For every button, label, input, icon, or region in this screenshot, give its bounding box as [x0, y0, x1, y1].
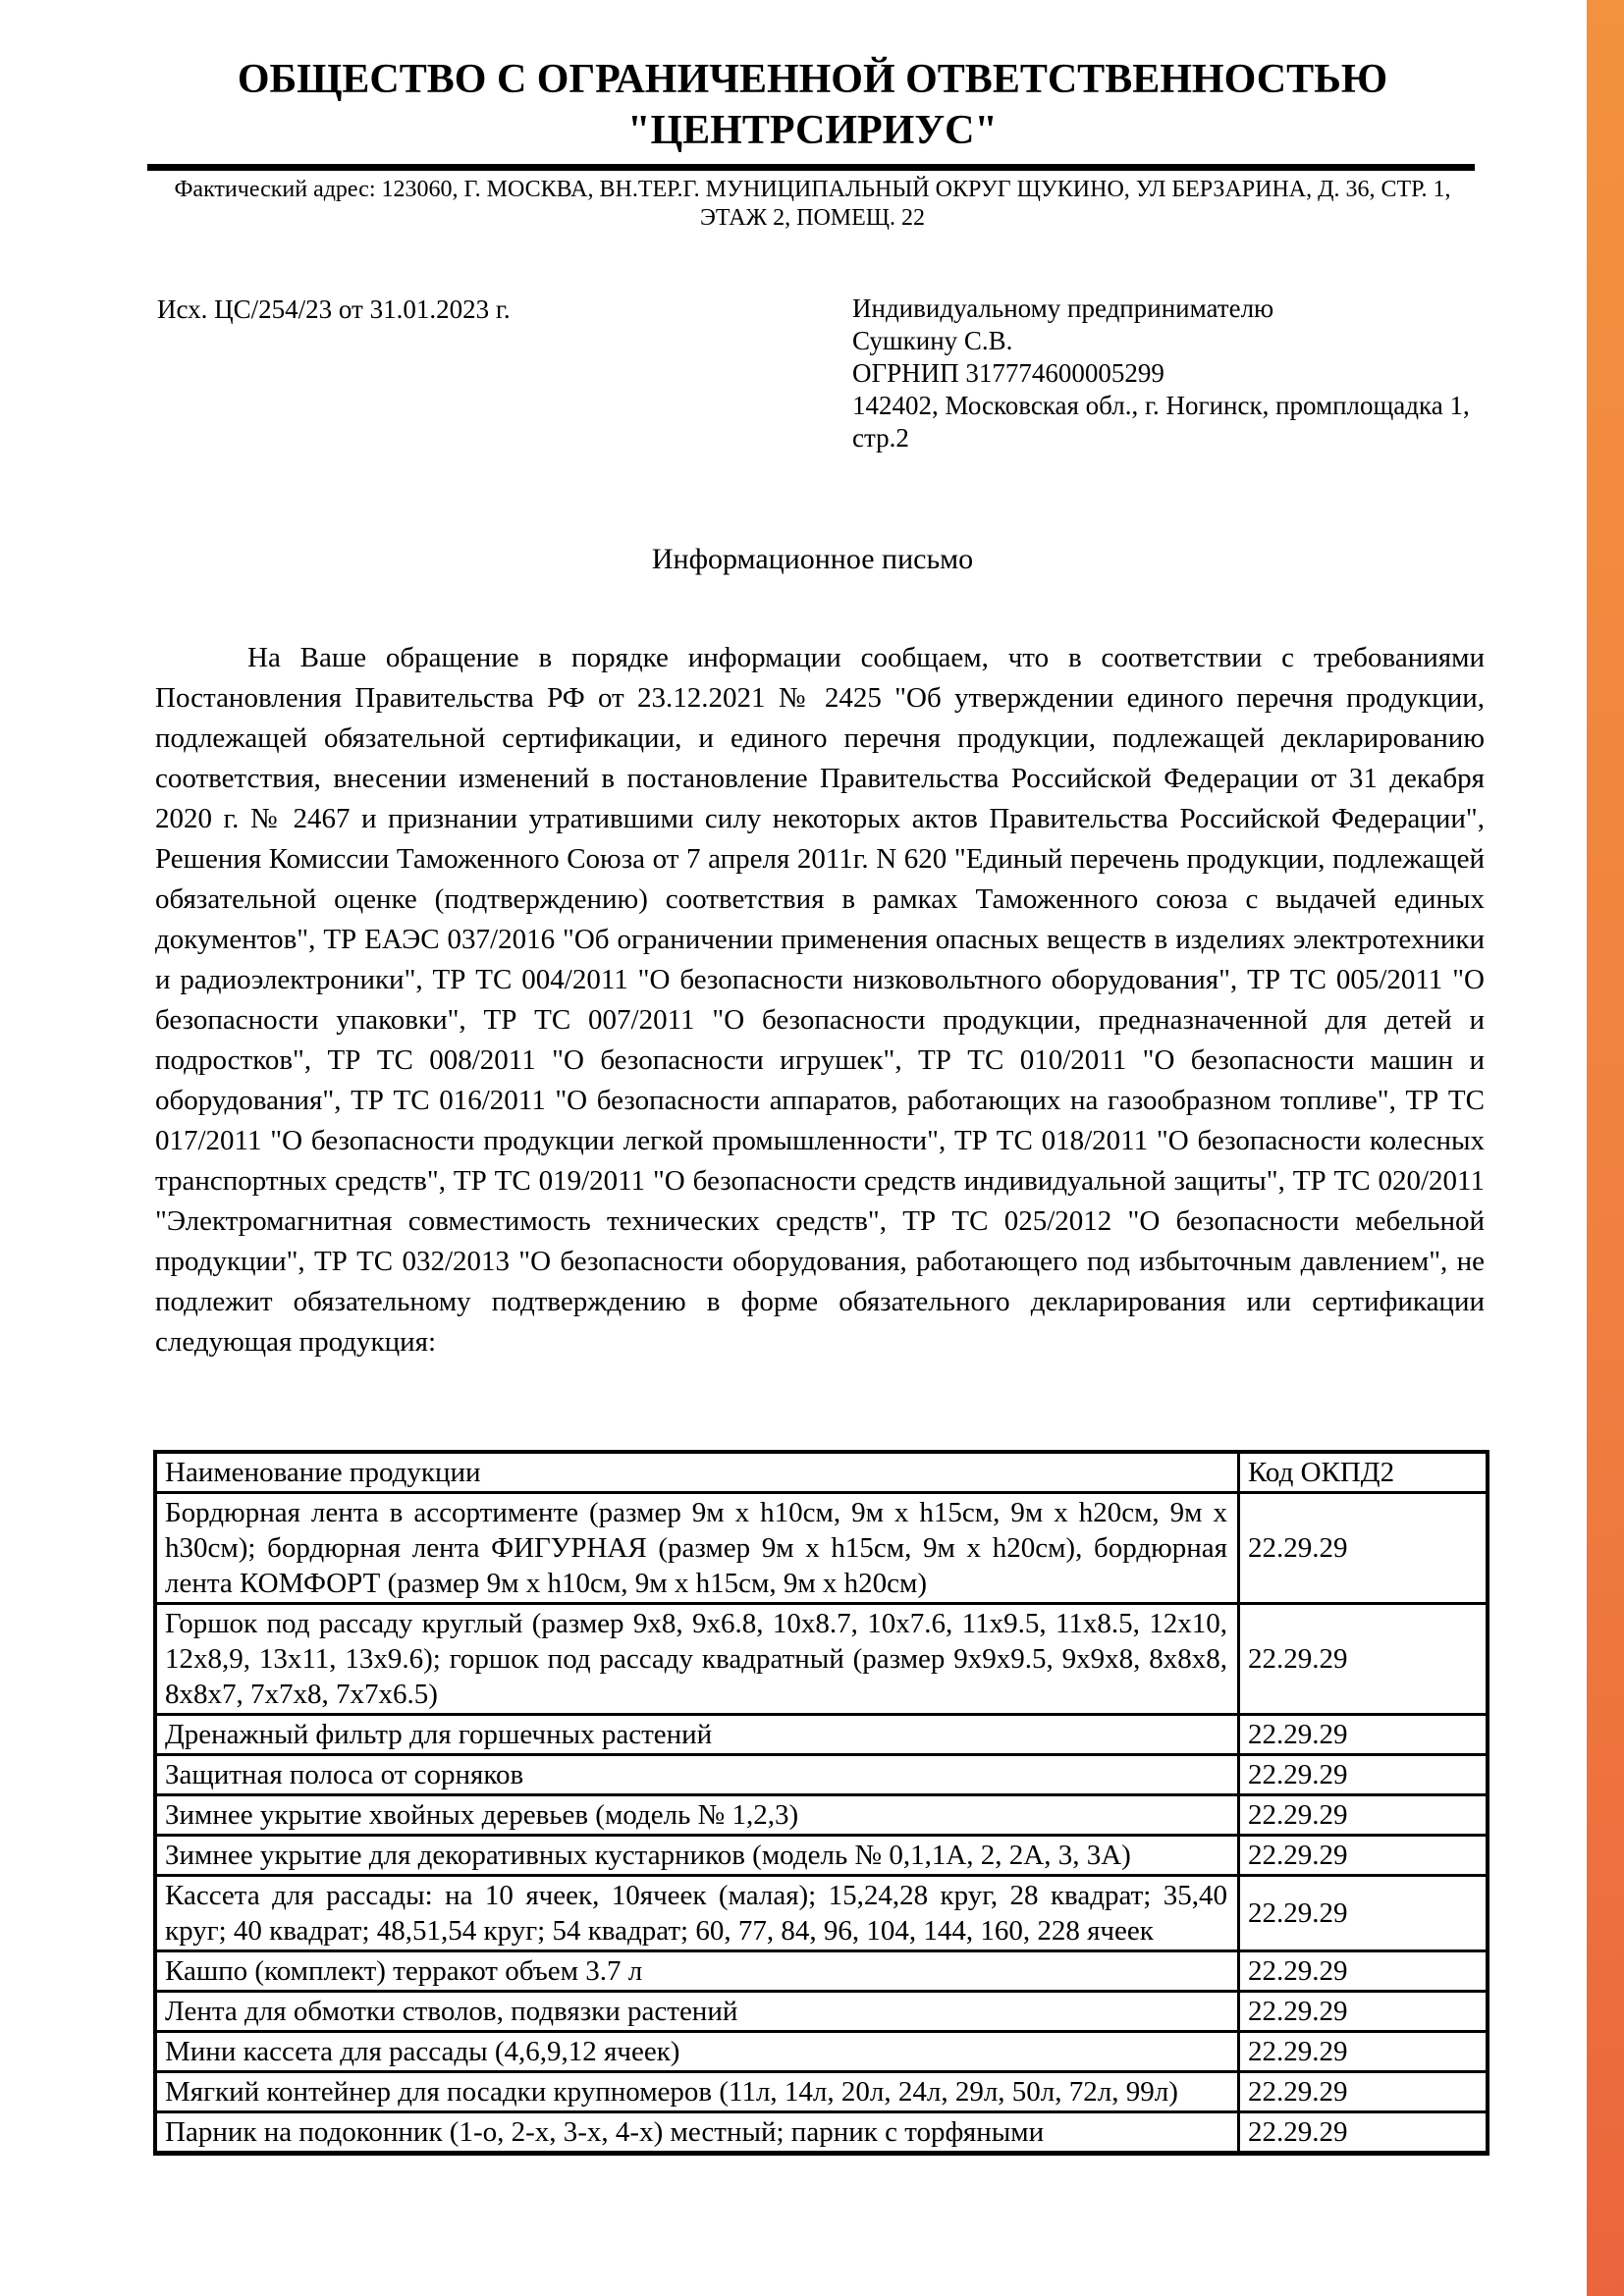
outgoing-reference: Исх. ЦС/254/23 от 31.01.2023 г.: [157, 294, 511, 324]
table-row: [155, 2072, 1488, 2112]
okpd2-code-cell: 22.29.29: [1239, 1493, 1489, 1604]
product-name-cell: Горшок под рассаду круглый (размер 9х8, 9х6.8, 10х8.7, 10х7.6, 11х9.5, 11х8.5, 12х10, 12х8,9, 13х11, 13х9.6); горшок под рассаду квадратный (размер 9х9х9.5, 9х9х8, 8х8х8, 8х8х7, 7х7х8, 7х7х6.5): [155, 1604, 1239, 1715]
product-name-cell: Кассета для рассады: на 10 ячеек, 10ячеек (малая); 15,24,28 круг, 28 квадрат; 35,40 круг; 40 квадрат; 48,51,54 круг; 54 квадрат; 60, 77, 84, 96, 104, 144, 160, 228 ячеек: [155, 1876, 1239, 1951]
okpd2-code-cell: 22.29.29: [1239, 2032, 1489, 2072]
product-name-cell: Бордюрная лента в ассортименте (размер 9м х h10см, 9м х h15см, 9м х h20см, 9м х h30см); бордюрная лента ФИГУРНАЯ (размер 9м х h15см, 9м х h20см), бордюрная лента КОМФОРТ (размер 9м х h10см, 9м х h15см, 9м х h20см): [155, 1493, 1239, 1604]
okpd2-code-cell: 22.29.29: [1239, 1951, 1489, 1992]
recipient-line: 142402, Московская обл., г. Ногинск, промплощадка 1,: [852, 391, 1470, 420]
okpd2-code-cell: 22.29.29: [1239, 1795, 1489, 1836]
product-name-cell: Мини кассета для рассады (4,6,9,12 ячеек): [155, 2032, 1239, 2072]
table-row: [155, 1493, 1488, 1604]
products-table: [153, 1450, 1489, 2156]
recipient-line: Сушкину С.В.: [852, 326, 1013, 355]
company-title: [150, 54, 1475, 156]
okpd2-code-cell: 22.29.29: [1239, 2112, 1489, 2154]
table-row: [155, 1755, 1488, 1795]
header-okpd2-code: Код ОКПД2: [1239, 1452, 1489, 1493]
company-title-line2: "ЦЕНТРСИРИУС": [627, 108, 998, 153]
company-address: [150, 176, 1475, 233]
okpd2-code-cell: 22.29.29: [1239, 2072, 1489, 2112]
address-line2: ЭТАЖ 2, ПОМЕЩ. 22: [699, 205, 926, 231]
table-row: [155, 1795, 1488, 1836]
okpd2-code-cell: 22.29.29: [1239, 1876, 1489, 1951]
okpd2-code-cell: 22.29.29: [1239, 1992, 1489, 2032]
table-row: [155, 1951, 1488, 1992]
product-name-cell: Зимнее укрытие хвойных деревьев (модель № 1,2,3): [155, 1795, 1239, 1836]
table-row: [155, 1604, 1488, 1715]
product-name-cell: Лента для обмотки стволов, подвязки растений: [155, 1992, 1239, 2032]
letter-body-paragraph: На Ваше обращение в порядке информации сообщаем, что в соответствии с требованиями Постановления Правительства РФ от 23.12.2021 № 2425 "Об утверждении единого перечня продукции, подлежащей обязательной сертификации, и единого перечня продукции, подлежащей декларированию соответствия, внесении изменений в постановление Правительства Российской Федерации от 31 декабря 2020 г. № 2467 и признании утратившими силу некоторых актов Правительства Российской Федерации", Решения Комиссии Таможенного Союза от 7 апреля 2011г. N 620 "Единый перечень продукции, подлежащей обязательной оценке (подтверждению) соответствия в рамках Таможенного союза с выдачей единых документов", ТР ЕАЭС 037/2016 "Об ограничении применения опасных веществ в изделиях электротехники и радиоэлектроники", ТР ТС 004/2011 "О безопасности низковольтного оборудования", ТР ТС 005/2011 "О безопасности упаковки", ТР ТС 007/2011 "О безопасности продукции, предназначенной для детей и подростков", ТР ТС 008/2011 "О безопасности игрушек", ТР ТС 010/2011 "О безопасности машин и оборудования", ТР ТС 016/2011 "О безопасности аппаратов, работающих на газообразном топливе", ТР ТС 017/2011 "О безопасности продукции легкой промышленности", ТР ТС 018/2011 "О безопасности колесных транспортных средств", ТР ТС 019/2011 "О безопасности средств индивидуальной защиты", ТР ТС 020/2011 "Электромагнитная совместимость технических средств", ТР ТС 025/2012 "О безопасности мебельной продукции", ТР ТС 032/2013 "О безопасности оборудования, работающего под избыточным давлением", не подлежит обязательному подтверждению в форме обязательного декларирования или сертификации следующая продукция:: [155, 642, 1485, 1358]
table-header-row: [155, 1452, 1488, 1493]
title-divider-rule: [147, 164, 1475, 171]
recipient-line: ОГРНИП 317774600005299: [852, 358, 1164, 388]
table-row: [155, 1992, 1488, 2032]
product-name-cell: Парник на подоконник (1-о, 2-х, 3-х, 4-х) местный; парник с торфяными: [155, 2112, 1239, 2154]
table-row: [155, 1876, 1488, 1951]
product-name-cell: Кашпо (комплект) терракот объем 3.7 л: [155, 1951, 1239, 1992]
table-row: [155, 2032, 1488, 2072]
okpd2-code-cell: 22.29.29: [1239, 1755, 1489, 1795]
table-row: [155, 1836, 1488, 1876]
okpd2-code-cell: 22.29.29: [1239, 1715, 1489, 1755]
header-product-name: Наименование продукции: [155, 1452, 1239, 1493]
right-accent-border: [1587, 0, 1624, 2296]
product-name-cell: Защитная полоса от сорняков: [155, 1755, 1239, 1795]
okpd2-code-cell: 22.29.29: [1239, 1604, 1489, 1715]
recipient-block: [852, 293, 1520, 454]
letter-heading: Информационное письмо: [651, 543, 974, 575]
address-line1: Фактический адрес: 123060, Г. МОСКВА, ВН.ТЕР.Г. МУНИЦИПАЛЬНЫЙ ОКРУГ ЩУКИНО, УЛ БЕРЗАРИНА, Д. 36, СТР. 1,: [174, 177, 1451, 202]
product-name-cell: Дренажный фильтр для горшечных растений: [155, 1715, 1239, 1755]
recipient-line: Индивидуальному предпринимателю: [852, 294, 1274, 323]
okpd2-code-cell: 22.29.29: [1239, 1836, 1489, 1876]
product-name-cell: Зимнее укрытие для декоративных кустарников (модель № 0,1,1А, 2, 2А, 3, 3А): [155, 1836, 1239, 1876]
table-row: [155, 2112, 1488, 2154]
company-title-line1: ОБЩЕСТВО С ОГРАНИЧЕННОЙ ОТВЕТСТВЕННОСТЬЮ: [237, 57, 1388, 102]
table-row: [155, 1715, 1488, 1755]
recipient-line: стр.2: [852, 423, 909, 453]
product-name-cell: Мягкий контейнер для посадки крупномеров (11л, 14л, 20л, 24л, 29л, 50л, 72л, 99л): [155, 2072, 1239, 2112]
